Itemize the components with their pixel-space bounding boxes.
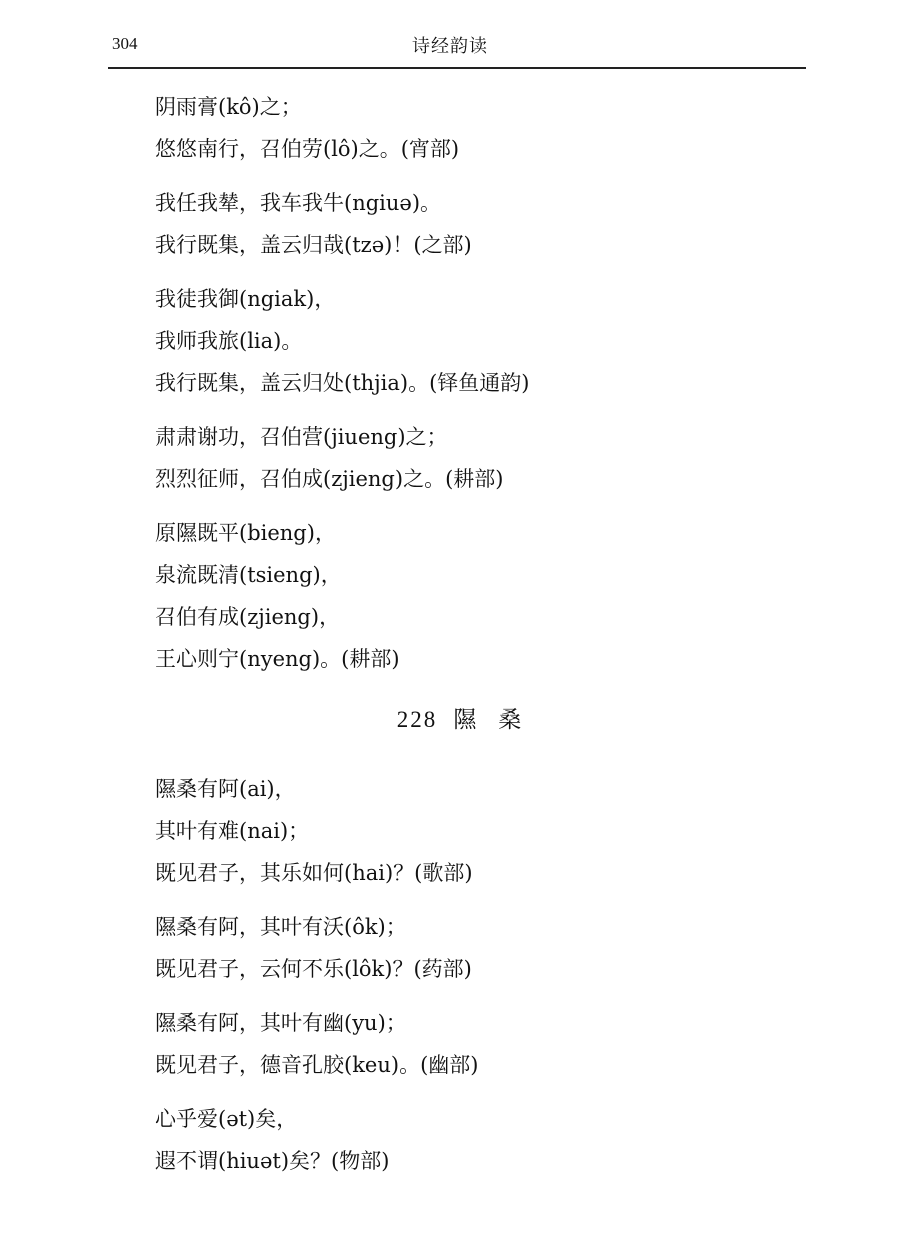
page-number: 304 xyxy=(112,34,138,53)
verse-line: 王心则宁(nyeng)。(耕部) xyxy=(155,647,400,671)
stanza xyxy=(155,768,805,894)
header-rule xyxy=(108,67,806,69)
page-body xyxy=(155,86,805,1194)
verse-line: 既见君子，德音孔胶(keu)。(幽部) xyxy=(155,1053,479,1077)
verse-line: 隰桑有阿，其叶有幽(yu)； xyxy=(155,1011,407,1035)
stanza xyxy=(155,86,805,170)
verse-line: 肃肃谢功，召伯营(jiueng)之； xyxy=(155,425,448,449)
verse-line: 阴雨膏(kô)之； xyxy=(155,95,302,119)
verse-line: 原隰既平(bieng)， xyxy=(155,521,336,545)
verse-line: 我徒我御(ngiak)， xyxy=(155,287,336,311)
verse-line: 我师我旅(lia)。 xyxy=(155,329,303,353)
verse-line: 我任我辇，我车我牛(ngiuə)。 xyxy=(155,191,442,215)
stanza xyxy=(155,1098,805,1182)
verse-line: 其叶有难(nai)； xyxy=(155,819,310,843)
verse-line: 隰桑有阿(ai)， xyxy=(155,777,296,801)
running-title: 诗经韵读 xyxy=(412,36,488,57)
verse-line: 我行既集，盖云归哉(tzə)！(之部) xyxy=(155,233,472,257)
verse-line: 隰桑有阿，其叶有沃(ôk)； xyxy=(155,915,407,939)
stanza xyxy=(155,278,805,404)
verse-line: 心乎爱(ət)矣， xyxy=(155,1107,298,1131)
verse-line: 遐不谓(hiuət)矣？(物部) xyxy=(155,1149,390,1173)
verse-line: 既见君子，云何不乐(lôk)？(药部) xyxy=(155,957,472,981)
stanza xyxy=(155,416,805,500)
verse-line: 既见君子，其乐如何(hai)？(歌部) xyxy=(155,861,473,885)
verse-line: 泉流既清(tsieng)， xyxy=(155,563,342,587)
poem-title: 隰桑 xyxy=(453,707,544,733)
poem-number: 228 xyxy=(396,707,438,732)
verse-line: 我行既集，盖云归处(thjia)。(铎鱼通韵) xyxy=(155,371,530,395)
stanza xyxy=(155,1002,805,1086)
verse-line: 烈烈征师，召伯成(zjieng)之。(耕部) xyxy=(155,467,504,491)
stanza xyxy=(155,182,805,266)
verse-line: 召伯有成(zjieng)， xyxy=(155,605,341,629)
poem-heading xyxy=(270,692,670,748)
verse-line: 悠悠南行，召伯劳(lô)之。(宵部) xyxy=(155,137,460,161)
stanza xyxy=(155,512,805,680)
stanza xyxy=(155,906,805,990)
